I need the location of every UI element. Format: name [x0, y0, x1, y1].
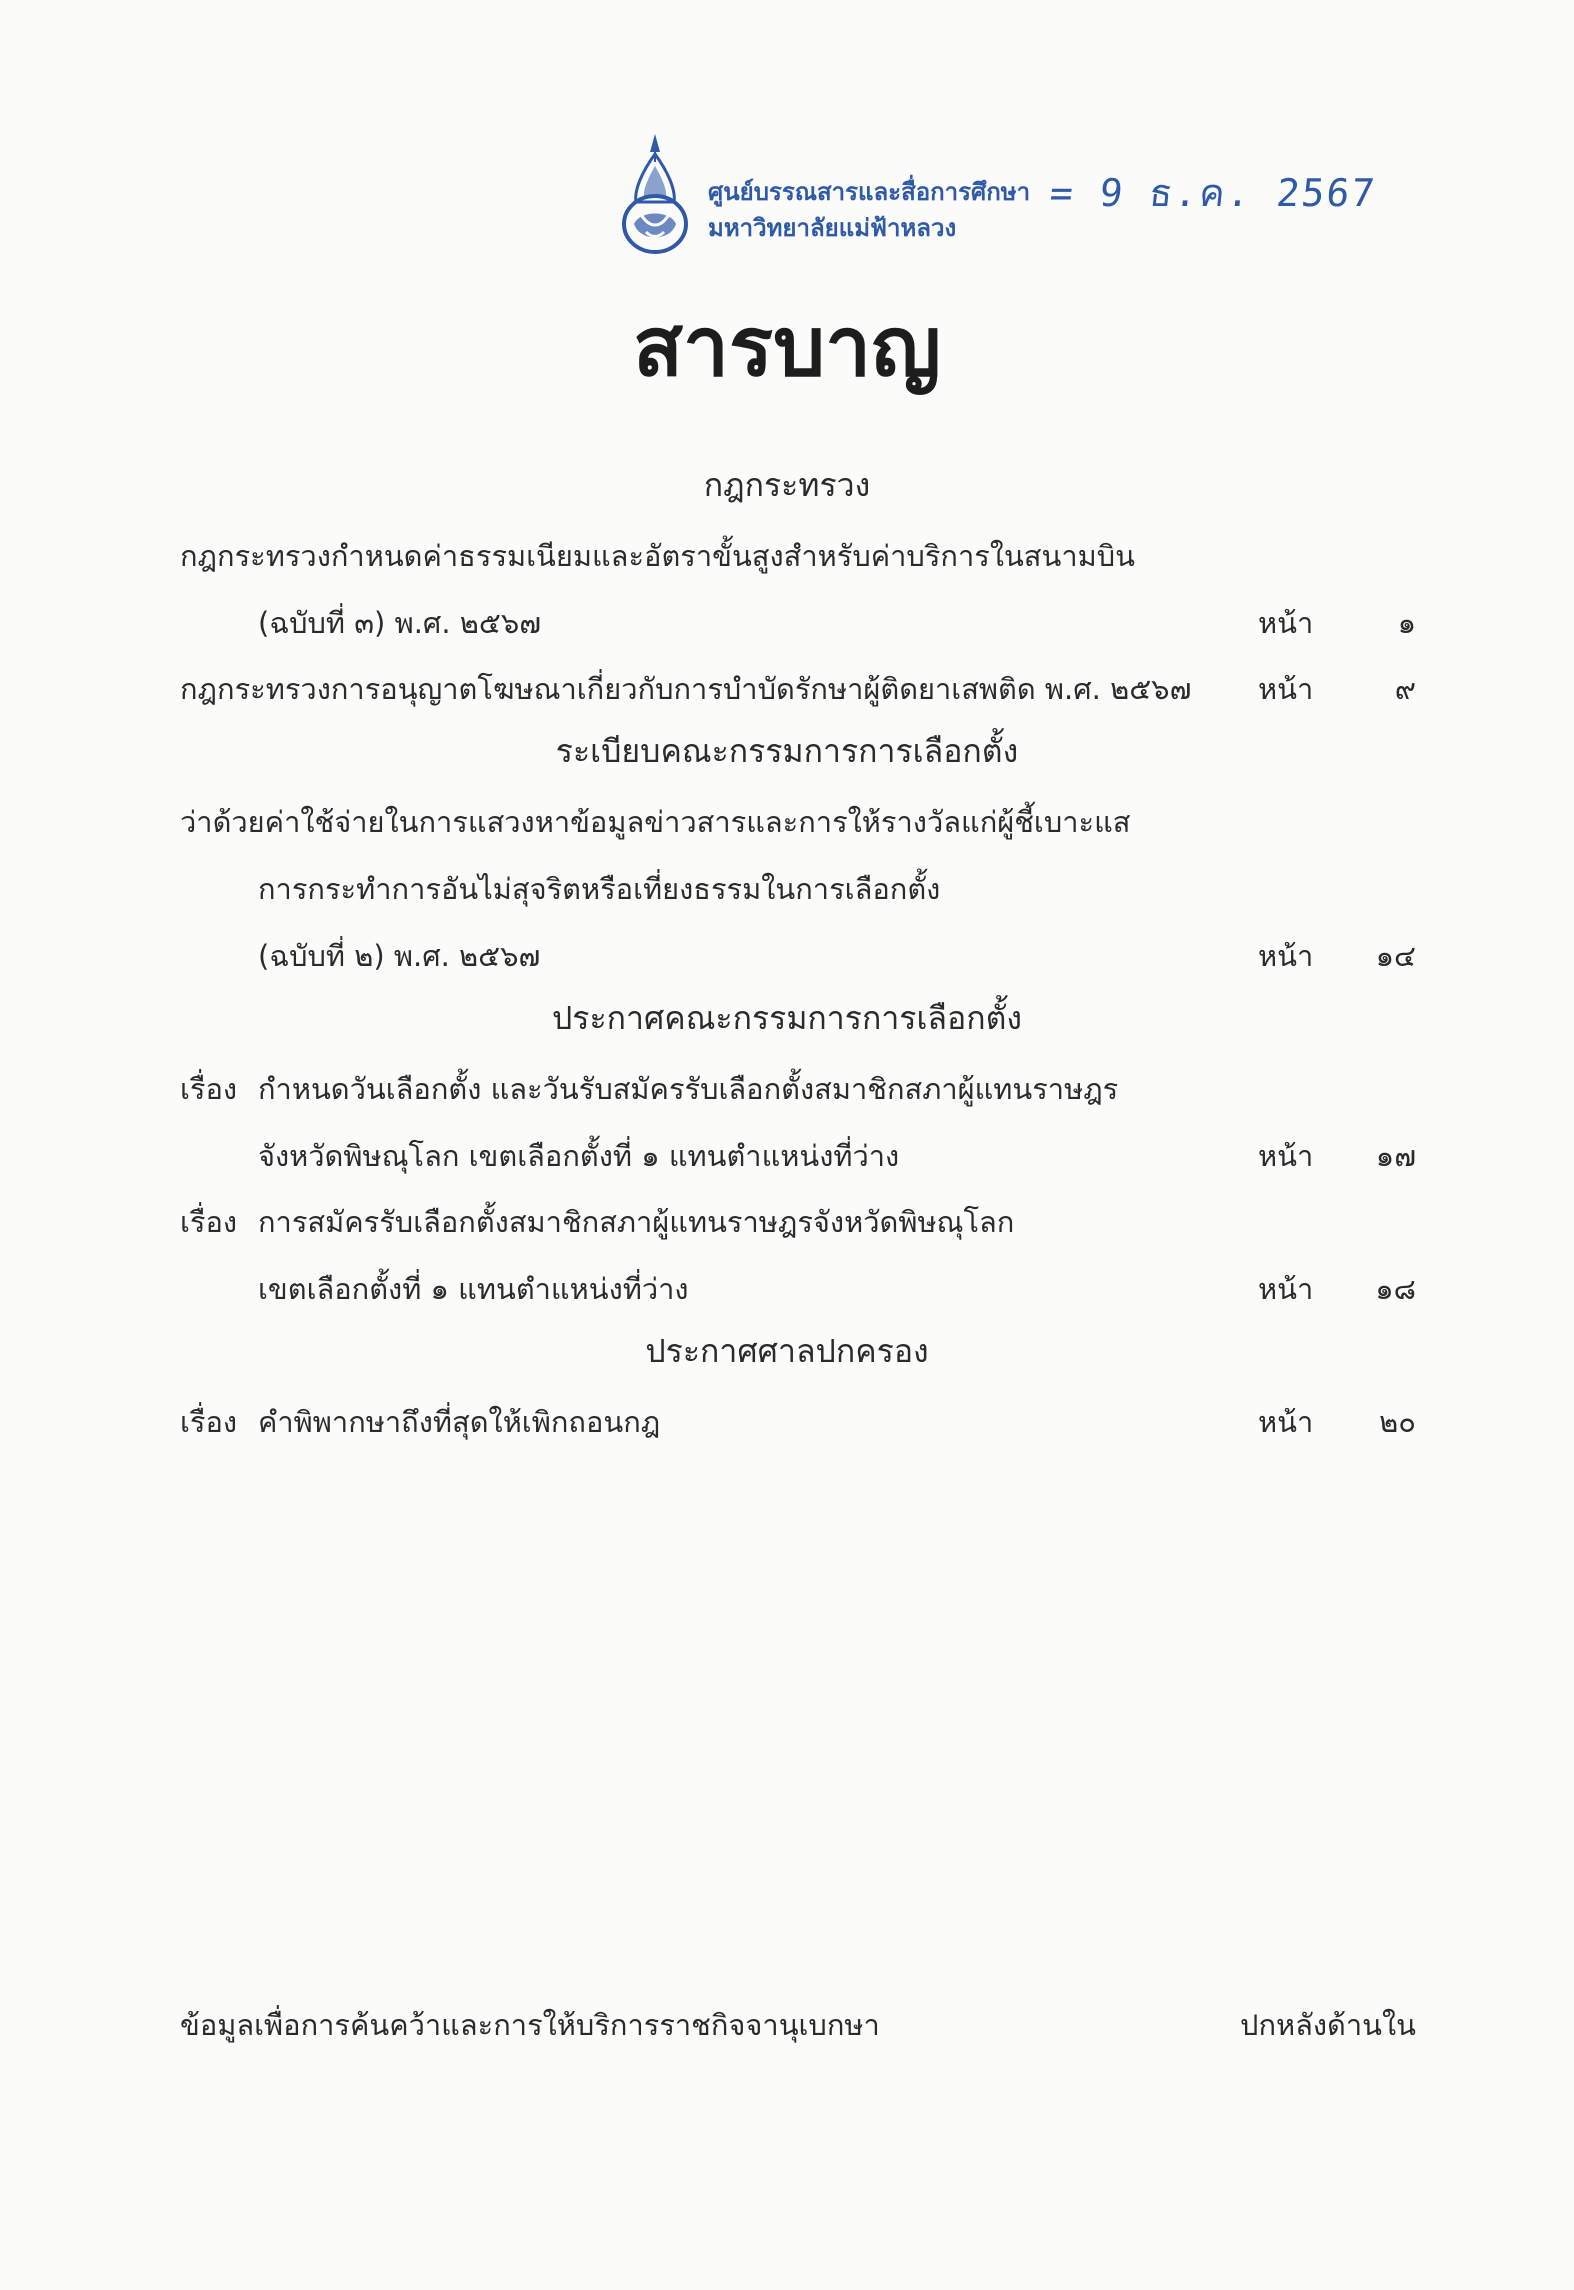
entry-line: การกระทำการอันไม่สุจริตหรือเที่ยงธรรมในการเลือกตั้ง — [258, 872, 941, 906]
page-number: ๑ — [1397, 606, 1416, 640]
entry-line: จังหวัดพิษณุโลก เขตเลือกตั้งที่ ๑ แทนตำแหน่งที่ว่าง — [258, 1139, 900, 1173]
entry-line: ว่าด้วยค่าใช้จ่ายในการแสวงหาข้อมูลข่าวสารและการให้รางวัลแก่ผู้ชี้เบาะแส — [180, 805, 1131, 839]
entry-prefix: เรื่อง — [180, 1205, 238, 1239]
entry-line: คำพิพากษาถึงที่สุดให้เพิกถอนกฎ — [258, 1405, 661, 1439]
section-heading: กฎกระทรวง — [703, 466, 871, 504]
stamp-date: = 9 ธ.ค. 2567 — [1047, 171, 1379, 215]
university-emblem-icon — [620, 132, 690, 258]
page-number: ๑๘ — [1375, 1272, 1416, 1306]
page-label: หน้า — [1258, 672, 1314, 706]
section-heading: ระเบียบคณะกรรมการการเลือกตั้ง — [555, 732, 1019, 770]
stamp-university-name: มหาวิทยาลัยแม่ฟ้าหลวง — [708, 214, 957, 242]
entry-line: การสมัครรับเลือกตั้งสมาชิกสภาผู้แทนราษฎรจังหวัดพิษณุโลก — [258, 1205, 1015, 1239]
footer-page-position: ปกหลังด้านใน — [1240, 2008, 1416, 2042]
entry-line: (ฉบับที่ ๒) พ.ศ. ๒๕๖๗ — [258, 939, 541, 973]
entry-line: กฎกระทรวงการอนุญาตโฆษณาเกี่ยวกับการบำบัดรักษาผู้ติดยาเสพติด พ.ศ. ๒๕๖๗ — [180, 672, 1192, 706]
entry-line: กฎกระทรวงกำหนดค่าธรรมเนียมและอัตราขั้นสูงสำหรับค่าบริการในสนามบิน — [180, 539, 1135, 573]
page-label: หน้า — [1258, 1139, 1314, 1173]
page-number: ๑๗ — [1375, 1139, 1416, 1173]
entry-line: เขตเลือกตั้งที่ ๑ แทนตำแหน่งที่ว่าง — [258, 1272, 689, 1306]
section-heading: ประกาศศาลปกครอง — [645, 1332, 929, 1370]
page-number: ๙ — [1394, 672, 1416, 706]
stamp-org-name: ศูนย์บรรณสารและสื่อการศึกษา — [708, 178, 1031, 206]
footer-source-note: ข้อมูลเพื่อการค้นคว้าและการให้บริการราชกิจจานุเบกษา — [180, 2008, 880, 2042]
page-label: หน้า — [1258, 1405, 1314, 1439]
page-title: สารบาญ — [632, 299, 942, 395]
entry-prefix: เรื่อง — [180, 1405, 238, 1439]
page-label: หน้า — [1258, 606, 1314, 640]
page-label: หน้า — [1258, 1272, 1314, 1306]
entry-prefix: เรื่อง — [180, 1072, 238, 1106]
page-label: หน้า — [1258, 939, 1314, 973]
section-heading: ประกาศคณะกรรมการการเลือกตั้ง — [551, 999, 1023, 1037]
page-number: ๑๔ — [1375, 939, 1416, 973]
entry-line: (ฉบับที่ ๓) พ.ศ. ๒๕๖๗ — [258, 606, 542, 640]
page-number: ๒๐ — [1379, 1405, 1416, 1439]
entry-line: กำหนดวันเลือกตั้ง และวันรับสมัครรับเลือกตั้งสมาชิกสภาผู้แทนราษฎร — [258, 1072, 1119, 1106]
library-receipt-stamp — [620, 132, 1379, 262]
